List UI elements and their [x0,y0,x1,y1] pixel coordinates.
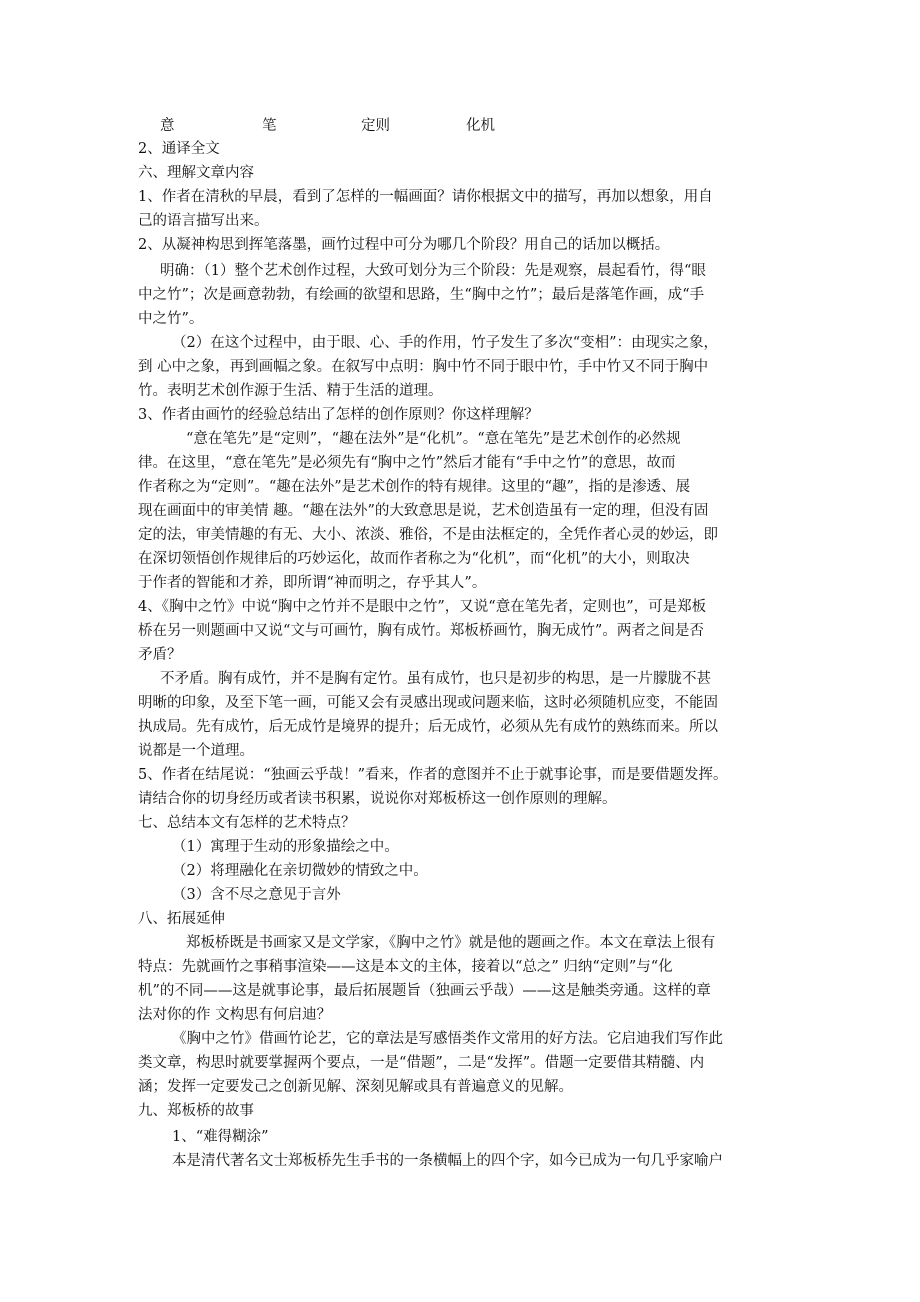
top-word-bi: 笔 [262,118,277,134]
art-feature-2: （2）将理融化在亲切微妙的情致之中。 [172,863,428,879]
answer-3-line-7: 于作者的智能和才养，即所谓“神而明之，存乎其人”。 [138,575,487,591]
answer-4-line-4: 说都是一个道理。 [138,743,254,759]
extension-line-7: 涵；发挥一定要发己之创新见解、深刻见解或具有普遍意义的见解。 [138,1079,573,1095]
question-5-line-1: 5、作者在结尾说：“独画云乎哉！”看来，作者的意图并不止于就事论事，而是要借题发挥。 [138,767,728,783]
question-4-line-3: 矛盾？ [138,647,182,663]
section-9-heading: 九、郑板桥的故事 [138,1103,254,1119]
art-feature-3: （3）含不尽之意见于言外 [172,887,341,903]
question-4-line-2: 桥在另一则题画中又说“文与可画竹，胸有成竹。郑板桥画竹，胸无成竹”。两者之间是否 [138,623,704,639]
extension-line-4: 法对你的作 文构思有何启迪？ [138,1007,332,1023]
extension-line-5: 《胸中之竹》借画竹论艺，它的章法是写感悟类作文常用的好方法。它启迪我们写作此 [172,1031,723,1047]
answer-3-line-6: 在深切领悟创作规律后的巧妙运化，故而作者称之为“化机”，而“化机”的大小，则取决 [138,551,690,567]
answer-3-line-3: 作者称之为“定则”。“趣在法外”是艺术创作的特有规律。这里的“趣”，指的是渗透、展 [138,479,690,495]
answer-2-line-2: 中之竹”；次是画意勃勃，有绘画的欲望和思路，生“胸中之竹”；最后是落笔作画，成“手 [138,287,705,303]
answer-2-line-1: 明确：（1）整个艺术创作过程，大致可划分为三个阶段：先是观察，晨起看竹，得“眼 [160,263,706,279]
question-2: 2、从凝神构思到挥笔落墨，画竹过程中可分为哪几个阶段？用自己的话加以概括。 [138,237,670,253]
answer-3-line-1: “意在笔先”是“定则”，“趣在法外”是“化机”。“意在笔先”是艺术创作的必然规 [186,431,681,447]
top-word-dingze: 定则 [361,118,390,134]
section-2-heading: 2、通译全文 [138,141,220,157]
section-7-heading: 七、总结本文有怎样的艺术特点？ [138,815,356,831]
question-5-line-2: 请结合你的切身经历或者读书积累，说说你对郑板桥这一创作原则的理解。 [138,791,617,807]
extension-line-3: 机”的不同——这是就事论事，最后拓展题旨（独画云乎哉）——这是触类旁通。这样的章 [138,983,711,999]
top-word-yi: 意 [160,118,175,134]
question-3: 3、作者由画竹的经验总结出了怎样的创作原则？你这样理解？ [138,407,539,423]
answer-2-line-3: 中之竹”。 [138,311,204,327]
answer-3-line-5: 定的法，审美情趣的有无、大小、浓淡、雅俗，不是由法框定的，全凭作者心灵的妙运，即 [138,527,718,543]
answer-4-line-2: 明晰的印象，及至下笔一画，可能又会有灵感出现或问题来临，这时必须随机应变，不能固 [138,695,718,711]
section-8-heading: 八、拓展延伸 [138,911,225,927]
story-1-heading: 1、“难得糊涂” [172,1129,269,1145]
answer-2-part2-line-2: 到 心中之象，再到画幅之象。在叙写中点明：胸中竹不同于眼中竹，手中竹又不同于胸中 [138,359,709,375]
answer-2-part2-line-3: 竹。表明艺术创作源于生活、精于生活的道理。 [138,383,443,399]
story-1-line-1: 本是清代著名文士郑板桥先生手书的一条横幅上的四个字，如今已成为一句几乎家喻户 [172,1153,723,1169]
answer-2-part2-line-1: （2）在这个过程中，由于眼、心、手的作用，竹子发生了多次“变相”：由现实之象， [172,335,719,351]
answer-3-line-2: 律。在这里，“意在笔先”是必须先有“胸中之竹”然后才能有“手中之竹”的意思，故而 [138,455,676,471]
answer-3-line-4: 现在画面中的审美情 趣。“趣在法外”的大致意思是说，艺术创造虽有一定的理，但没有固 [138,503,709,519]
top-word-huaji: 化机 [466,118,495,134]
answer-4-line-1: 不矛盾。胸有成竹，并不是胸有定竹。虽有成竹，也只是初步的构思，是一片朦胧不甚 [160,671,711,687]
extension-line-6: 类文章，构思时就要掌握两个要点，一是“借题”，二是“发挥”。借题一定要借其精髓、内 [138,1055,705,1071]
question-4-line-1: 4、《胸中之竹》中说“胸中之竹并不是眼中之竹”，又说“意在笔先者，定则也”，可是郑板 [138,599,707,615]
art-feature-1: （1）寓理于生动的形象描绘之中。 [172,839,399,855]
section-6-heading: 六、理解文章内容 [138,165,254,181]
extension-line-1: 郑板桥既是书画家又是文学家，《胸中之竹》就是他的题画之作。本文在章法上很有 [186,935,716,951]
extension-line-2: 特点：先就画竹之事稍事渲染——这是本文的主体，接着以“总之” 归纳“定则”与“化 [138,959,673,975]
answer-4-line-3: 执成局。先有成竹，后无成竹是境界的提升；后无成竹，必须从先有成竹的熟练而来。所以 [138,719,718,735]
question-1-line-2: 己的语言描写出来。 [138,213,269,229]
question-1-line-1: 1、作者在清秋的早晨，看到了怎样的一幅画面？请你根据文中的描写，再加以想象，用自 [138,189,713,205]
